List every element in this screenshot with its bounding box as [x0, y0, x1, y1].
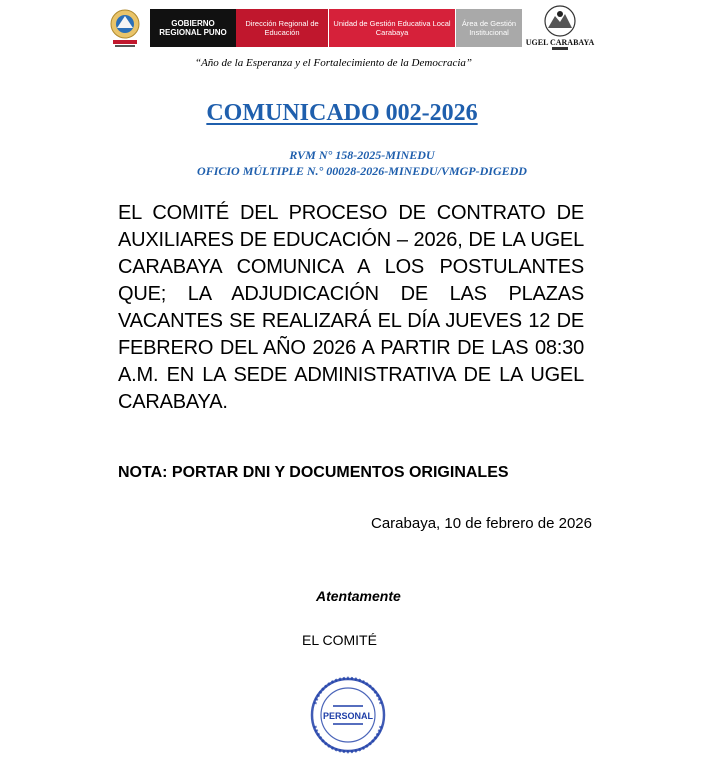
seal-center-text: PERSONAL — [322, 711, 374, 721]
place-date: Carabaya, 10 de febrero de 2026 — [371, 515, 592, 532]
reference-oficio: OFICIO MÚLTIPLE N.° 00028-2026-MINEDU/VMGP-DIGEDD — [197, 164, 527, 178]
year-motto: “Año de la Esperanza y el Fortalecimiento de la Democracia” — [194, 57, 473, 69]
letterhead — [104, 6, 595, 50]
official-seal-stamp-icon — [285, 664, 411, 761]
svg-text:UGEL CARABAYA: UGEL CARABAYA — [525, 38, 595, 47]
closing: Atentamente — [316, 588, 401, 604]
direccion-regional-label: Dirección Regional de Educación — [236, 9, 328, 47]
note: NOTA: PORTAR DNI Y DOCUMENTOS ORIGINALES — [118, 464, 509, 481]
gobierno-regional-label: GOBIERNO REGIONAL PUNO — [150, 9, 236, 47]
ugel-label: Unidad de Gestión Educativa Local Carabaya — [329, 9, 455, 47]
area-gestion-label: Área de Gestión Institucional — [456, 9, 522, 47]
announcement-body: EL COMITÉ DEL PROCESO DE CONTRATO DE AUXILIARES DE EDUCACIÓN – 2026, DE LA UGEL CARABAYA COMUNICA A LOS POSTULANTES QUE; LA ADJUDICACIÓN DE LAS PLAZAS VACANTES SE REALIZARÁ EL DÍA JUEVES 12 DE FEBRERO DEL AÑO 2026 A PARTIR DE LAS 08:30 A.M. EN LA SEDE ADMINISTRATIVA DE LA UGEL CARABAYA. — [118, 202, 584, 413]
ugel-carabaya-logo-icon — [525, 4, 595, 52]
reference-rvm: RVM N° 158-2025-MINEDU — [289, 148, 435, 162]
document-title: COMUNICADO 002-2026 — [206, 100, 478, 126]
signer: EL COMITÉ — [302, 632, 377, 648]
gobierno-regional-puno-logo-icon — [104, 6, 146, 50]
